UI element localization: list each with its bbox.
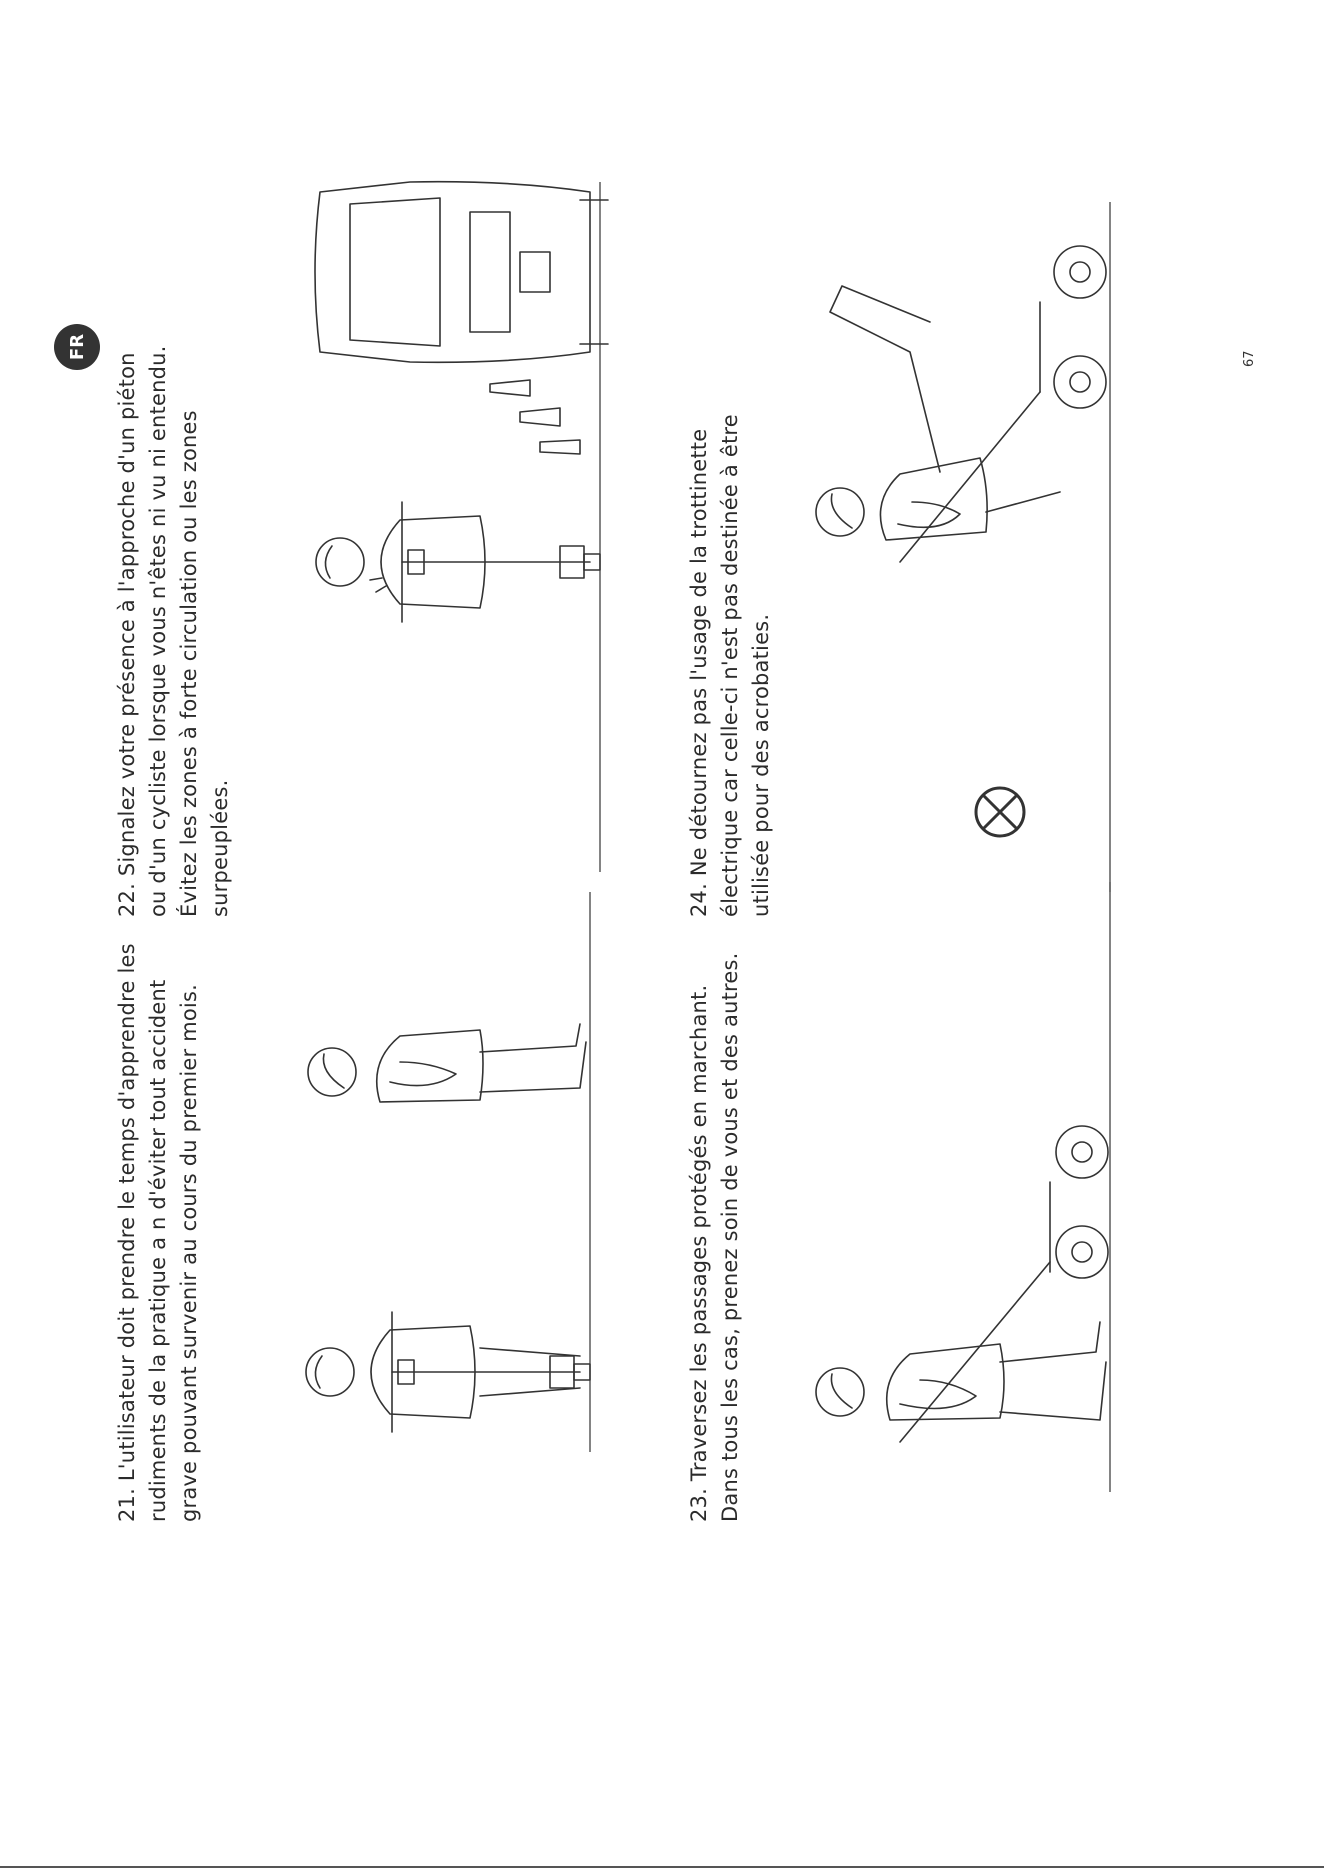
illustration-learning-period	[280, 872, 610, 1492]
instruction-22	[112, 345, 236, 917]
person-walking-scooter-illustration	[816, 1126, 1108, 1442]
language-badge-label: FR	[66, 333, 88, 361]
instruction-21-line: rudiments de la pratique a n d'éviter tout accident	[146, 979, 170, 1522]
illustration-walk-across-crossing	[800, 872, 1130, 1512]
car-front-illustration	[315, 182, 608, 363]
instruction-22-line: surpeuplées.	[208, 779, 232, 917]
stunt-rider-illustration	[816, 246, 1106, 562]
road-markings	[490, 380, 580, 454]
standing-person-illustration	[308, 1024, 586, 1102]
language-badge	[54, 324, 100, 370]
instruction-22-line: ou d'un cycliste lorsque vous n'êtes ni vu ni entendu.	[146, 345, 170, 917]
instruction-24-line: utilisée pour des acrobaties.	[749, 613, 773, 917]
instruction-21-line: 21. L'utilisateur doit prendre le temps d'apprendre les	[115, 943, 139, 1522]
instruction-21-line: grave pouvant survenir au cours du premier mois.	[177, 984, 201, 1522]
instruction-22-line: 22. Signalez votre présence à l'approche d'un piéton	[115, 352, 139, 917]
instruction-21	[112, 943, 205, 1522]
instruction-23	[684, 952, 746, 1522]
instruction-24-line: 24. Ne détournez pas l'usage de la trottinette	[687, 428, 711, 917]
rider-front-view-illustration	[306, 1312, 590, 1432]
rider-with-bell-illustration	[316, 502, 600, 622]
footer-rule	[0, 1866, 1324, 1868]
page-number: 67	[1242, 350, 1257, 367]
instruction-23-line: Dans tous les cas, prenez soin de vous et des autres.	[718, 952, 742, 1522]
instruction-24-line: électrique car celle-ci n'est pas destinée à être	[718, 414, 742, 917]
illustration-no-stunts	[790, 192, 1130, 912]
instruction-24	[684, 414, 777, 917]
illustration-signal-presence	[290, 172, 620, 892]
instruction-22-line: Évitez les zones à forte circulation ou les zones	[177, 410, 201, 917]
instruction-23-line: 23. Traversez les passages protégés en marchant.	[687, 984, 711, 1522]
prohibited-icon	[976, 788, 1024, 836]
